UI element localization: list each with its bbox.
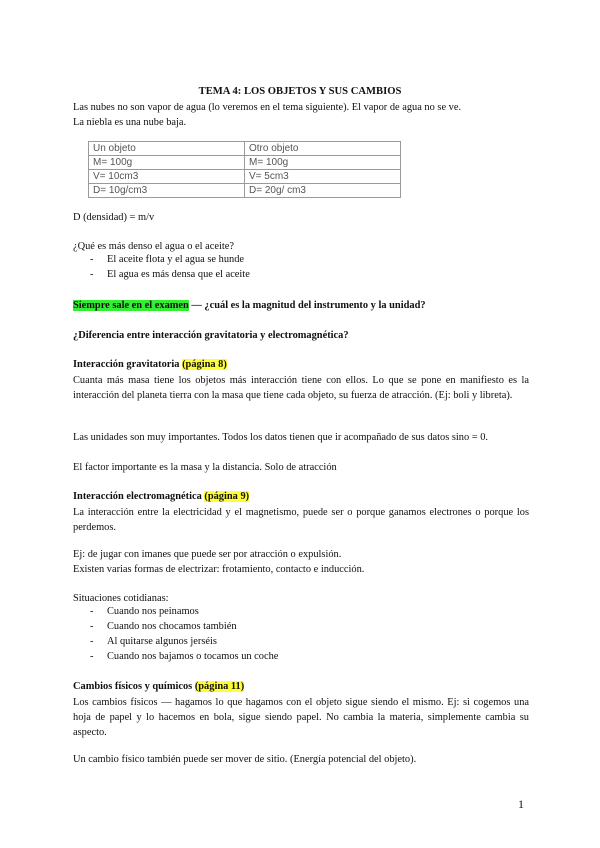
electro-heading: [73, 490, 249, 504]
list-item: Cuando nos peinamos: [107, 606, 199, 617]
table-header-cell: Un objeto: [89, 142, 245, 156]
page-number: 1: [518, 797, 524, 811]
bullet-dash: -: [90, 254, 94, 265]
electro-heading-text: Interacción electromagnética: [73, 491, 205, 502]
intro-line-2: La niebla es una nube baja.: [73, 117, 187, 128]
density-formula: D (densidad) = m/v: [73, 212, 155, 223]
table-cell: D= 20g/ cm3: [245, 184, 401, 198]
exam-note-text: — ¿cuál es la magnitud del instrumento y la unidad?: [188, 300, 426, 311]
table-header-row: [89, 142, 401, 156]
bullet-dash: -: [90, 651, 94, 662]
table-header-cell: Otro objeto: [245, 142, 401, 156]
changes-example: Un cambio físico también puede ser mover de sitio. (Energía potencial del objeto).: [73, 754, 417, 765]
units-note: Las unidades son muy importantes. Todos los datos tienen que ir acompañado de sus datos sino = 0.: [73, 432, 489, 443]
bullet-dash: -: [90, 606, 94, 617]
list-item: Al quitarse algunos jerséis: [107, 636, 217, 647]
exam-note-highlight: Siempre sale en el examen: [73, 300, 189, 311]
bullet-dash: -: [90, 269, 94, 280]
electro-page-ref: (página 9): [204, 491, 250, 502]
table-cell: D= 10g/cm3: [89, 184, 245, 198]
changes-heading: [73, 680, 244, 694]
gravity-page-ref: (página 8): [182, 359, 227, 370]
electro-forms: Existen varias formas de electrizar: frotamiento, contacto e inducción.: [73, 564, 365, 575]
list-item: Cuando nos chocamos también: [107, 621, 237, 632]
difference-question: ¿Diferencia entre interacción gravitatoria y electromagnética?: [73, 330, 349, 341]
list-item: El aceite flota y el agua se hunde: [107, 254, 245, 265]
situations-label: Situaciones cotidianas:: [73, 593, 169, 604]
exam-note: [73, 299, 426, 313]
table-cell: M= 100g: [89, 156, 245, 170]
gravity-paragraph: Cuanta más masa tiene los objetos más interacción tiene con ellos. Lo que se pone en manifiesto es la interacción del planeta tierra con la masa que tiene cada objeto, su fuerza de atracción. (Ej: boli y libreta).: [73, 375, 529, 401]
changes-paragraph: Los cambios físicos — hagamos lo que hagamos con el objeto sigue siendo el mismo. Ej: si cogemos una hoja de papel y lo hacemos en bola, sigue siendo papel. No cambia la materia, simplemente cambia su aspecto.: [73, 697, 529, 738]
table-cell: V= 10cm3: [89, 170, 245, 184]
table-row: [89, 184, 401, 198]
bullet-dash: -: [90, 636, 94, 647]
electro-paragraph: La interacción entre la electricidad y el magnetismo, puede ser o porque ganamos electrones o porque los perdemos.: [73, 507, 529, 533]
table-row: [89, 156, 401, 170]
electro-example: Ej: de jugar con imanes que puede ser por atracción o expulsión.: [73, 549, 342, 560]
list-item: Cuando nos bajamos o tocamos un coche: [107, 651, 279, 662]
mass-volume-table: [88, 141, 401, 198]
table-cell: M= 100g: [245, 156, 401, 170]
table-row: [89, 170, 401, 184]
gravity-heading: [73, 358, 227, 372]
page-title: TEMA 4: LOS OBJETOS Y SUS CAMBIOS: [198, 86, 402, 97]
bullet-dash: -: [90, 621, 94, 632]
changes-heading-text: Cambios físicos y químicos: [73, 681, 195, 692]
intro-line-1: Las nubes no son vapor de agua (lo veremos en el tema siguiente). El vapor de agua no se ve.: [73, 102, 462, 113]
density-question: ¿Qué es más denso el agua o el aceite?: [73, 241, 234, 252]
list-item: El agua es más densa que el aceite: [107, 269, 250, 280]
factor-note: El factor importante es la masa y la distancia. Solo de atracción: [73, 462, 337, 473]
table-cell: V= 5cm3: [245, 170, 401, 184]
changes-page-ref: (página 11): [194, 681, 245, 692]
gravity-heading-text: Interacción gravitatoria: [73, 359, 183, 370]
